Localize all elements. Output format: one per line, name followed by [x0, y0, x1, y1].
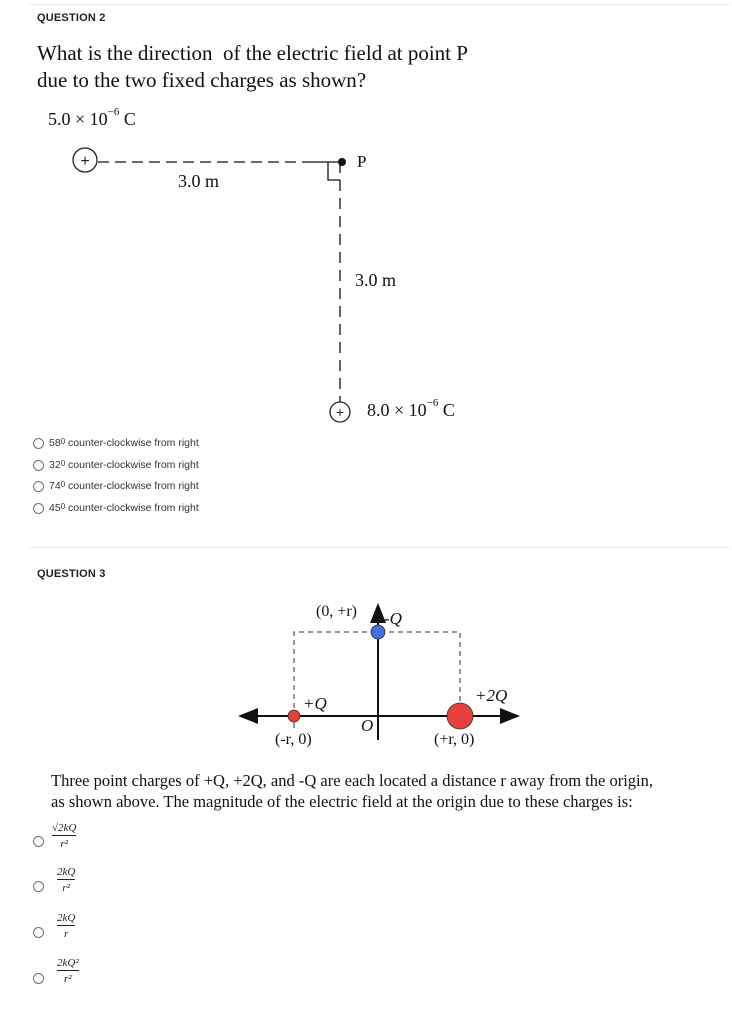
- negative-charge-top: [371, 625, 385, 639]
- q2-option-2[interactable]: 32 $^0$ counter-clockwise from right: [33, 456, 199, 474]
- fraction-bar: [57, 970, 79, 971]
- left-coordinate-label: (-r, 0): [275, 731, 312, 748]
- question-3-text-line2: as shown above. The magnitude of the electric field at the origin due to these charges is:: [51, 792, 633, 811]
- fraction-bar: [52, 835, 76, 836]
- q3-option-4[interactable]: 2kQ² r²: [57, 957, 79, 985]
- question-2-text-line1: What is the direction of the electric field at point P: [37, 41, 468, 65]
- charge-2-value: $8.0 \times 10^{-6}$ C: [367, 397, 455, 420]
- question-3-text: [51, 770, 711, 812]
- q3-option-3-radio[interactable]: [33, 927, 44, 938]
- question-3-text-line1: Three point charges of +Q, +2Q, and -Q are each located a distance r away from the origin,: [51, 771, 653, 790]
- vertical-distance-label: 3.0 m: [355, 270, 397, 290]
- q3-option-4-radio[interactable]: [33, 973, 44, 984]
- q3-option-3[interactable]: 2kQ r: [57, 912, 76, 940]
- q3-option-2-radio[interactable]: [33, 881, 44, 892]
- q3-option-1-radio[interactable]: [33, 836, 44, 847]
- right-coordinate-label: (+r, 0): [434, 731, 475, 748]
- horizontal-distance-label: 3.0 m: [178, 171, 220, 191]
- q2-option-1[interactable]: 58 $^0$ counter-clockwise from right: [33, 434, 199, 452]
- question-3-label: QUESTION 3: [37, 568, 106, 580]
- charge-2-plus: +: [335, 404, 345, 420]
- charge-1-plus: +: [80, 153, 90, 170]
- question-2-label: QUESTION 2: [37, 12, 106, 24]
- origin-label: O: [361, 716, 374, 735]
- top-coordinate-label: (0, +r): [316, 603, 358, 620]
- charge-1-value: $5.0 \times 10^{-6}$ C: [48, 106, 136, 129]
- question-2-text-line2: due to the two fixed charges as shown?: [37, 68, 367, 92]
- q2-option-3[interactable]: 74 $^0$ counter-clockwise from right: [33, 477, 199, 495]
- q3-option-1[interactable]: √2kQ r²: [52, 822, 77, 850]
- positive-charge-right: [447, 703, 473, 729]
- q2-option-4[interactable]: 45 $^0$ counter-clockwise from right: [33, 499, 199, 517]
- fraction-bar: [57, 879, 75, 880]
- left-charge-label: +Q: [303, 694, 327, 713]
- right-charge-label: +2Q: [475, 686, 508, 705]
- fraction-bar: [57, 925, 75, 926]
- point-p-label: P: [357, 152, 367, 171]
- positive-charge-left: [288, 710, 300, 722]
- top-charge-label: -Q: [384, 609, 402, 628]
- q3-option-2[interactable]: 2kQ r²: [57, 866, 76, 894]
